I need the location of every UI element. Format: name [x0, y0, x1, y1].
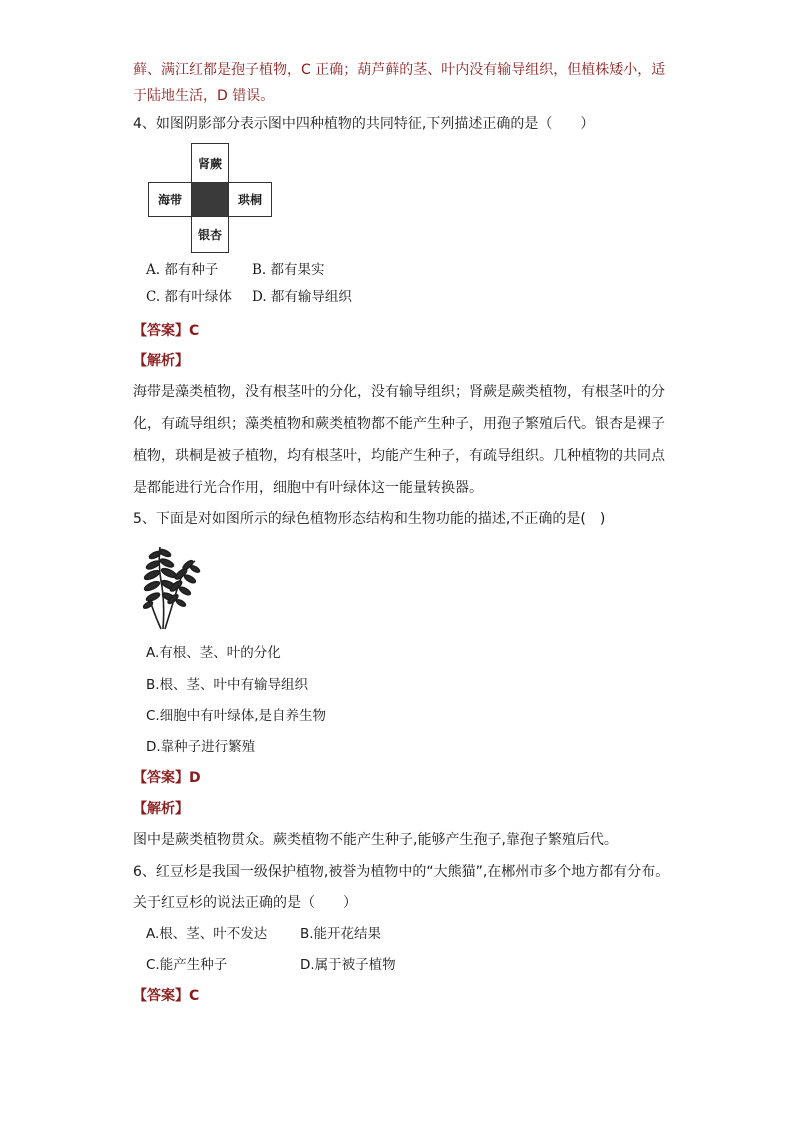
- q4-analysis-line-2: 化，有疏导组织；藻类植物和蕨类植物都不能产生种子，用孢子繁殖后代。银杏是裸子: [133, 416, 665, 432]
- q6-option-c: C.能产生种子: [146, 957, 228, 973]
- q4-analysis-label: 【解析】: [133, 353, 189, 369]
- intro-line-2: 于陆地生活，D 错误。: [133, 88, 275, 104]
- q5-option-b: B.根、茎、叶中有输导组织: [146, 677, 309, 693]
- diagram-cell-right: 珙桐: [228, 182, 272, 217]
- q6-option-b: B.能开花结果: [300, 926, 382, 942]
- diagram-shaded-center: [191, 182, 229, 217]
- q5-option-d: D.靠种子进行繁殖: [146, 739, 256, 755]
- q6-option-a: A.根、茎、叶不发达: [146, 926, 268, 942]
- q4-analysis-line-1: 海带是藻类植物，没有根茎叶的分化，没有输导组织；肾蕨是蕨类植物，有根茎叶的分: [133, 384, 665, 400]
- q4-option-c: C. 都有叶绿体: [146, 289, 232, 305]
- q6-answer: 【答案】C: [133, 988, 200, 1004]
- q4-answer: 【答案】C: [133, 323, 200, 339]
- fern-plant-image: [143, 541, 205, 631]
- q5-option-c: C.细胞中有叶绿体,是自养生物: [146, 708, 327, 724]
- q5-answer: 【答案】D: [133, 770, 201, 786]
- diagram-cell-bottom: 银杏: [191, 216, 229, 253]
- q4-analysis-line-3: 植物，珙桐是被子植物，均有根茎叶，均能产生种子，有疏导组织。几种植物的共同点: [133, 448, 665, 464]
- q6-option-d: D.属于被子植物: [300, 957, 396, 973]
- diagram-cell-left: 海带: [148, 182, 192, 217]
- q5-stem: 5、下面是对如图所示的绿色植物形态结构和生物功能的描述,不正确的是( ): [133, 511, 606, 527]
- q6-stem-line-1: 6、红豆杉是我国一级保护植物,被誉为植物中的“大熊猫”,在郴州市多个地方都有分布。: [133, 864, 670, 880]
- q6-stem-line-2: 关于红豆杉的说法正确的是（ ）: [133, 895, 357, 911]
- q4-stem: 4、如图阴影部分表示图中四种植物的共同特征,下列描述正确的是（ ）: [133, 116, 595, 132]
- q4-option-d: D. 都有输导组织: [252, 289, 352, 305]
- q4-option-b: B. 都有果实: [252, 262, 325, 278]
- q5-option-a: A.有根、茎、叶的分化: [146, 645, 281, 661]
- diagram-cell-top: 肾蕨: [191, 143, 229, 183]
- q4-option-a: A. 都有种子: [146, 262, 219, 278]
- intro-line-1: 藓、满江红都是孢子植物，C 正确；葫芦藓的茎、叶内没有输导组织，但植株矮小，适: [133, 62, 666, 78]
- q5-analysis-text: 图中是蕨类植物贯众。蕨类植物不能产生种子,能够产生孢子,靠孢子繁殖后代。: [133, 832, 618, 848]
- q5-analysis-label: 【解析】: [133, 801, 189, 817]
- q4-analysis-line-4: 是都能进行光合作用，细胞中有叶绿体这一能量转换器。: [133, 480, 483, 496]
